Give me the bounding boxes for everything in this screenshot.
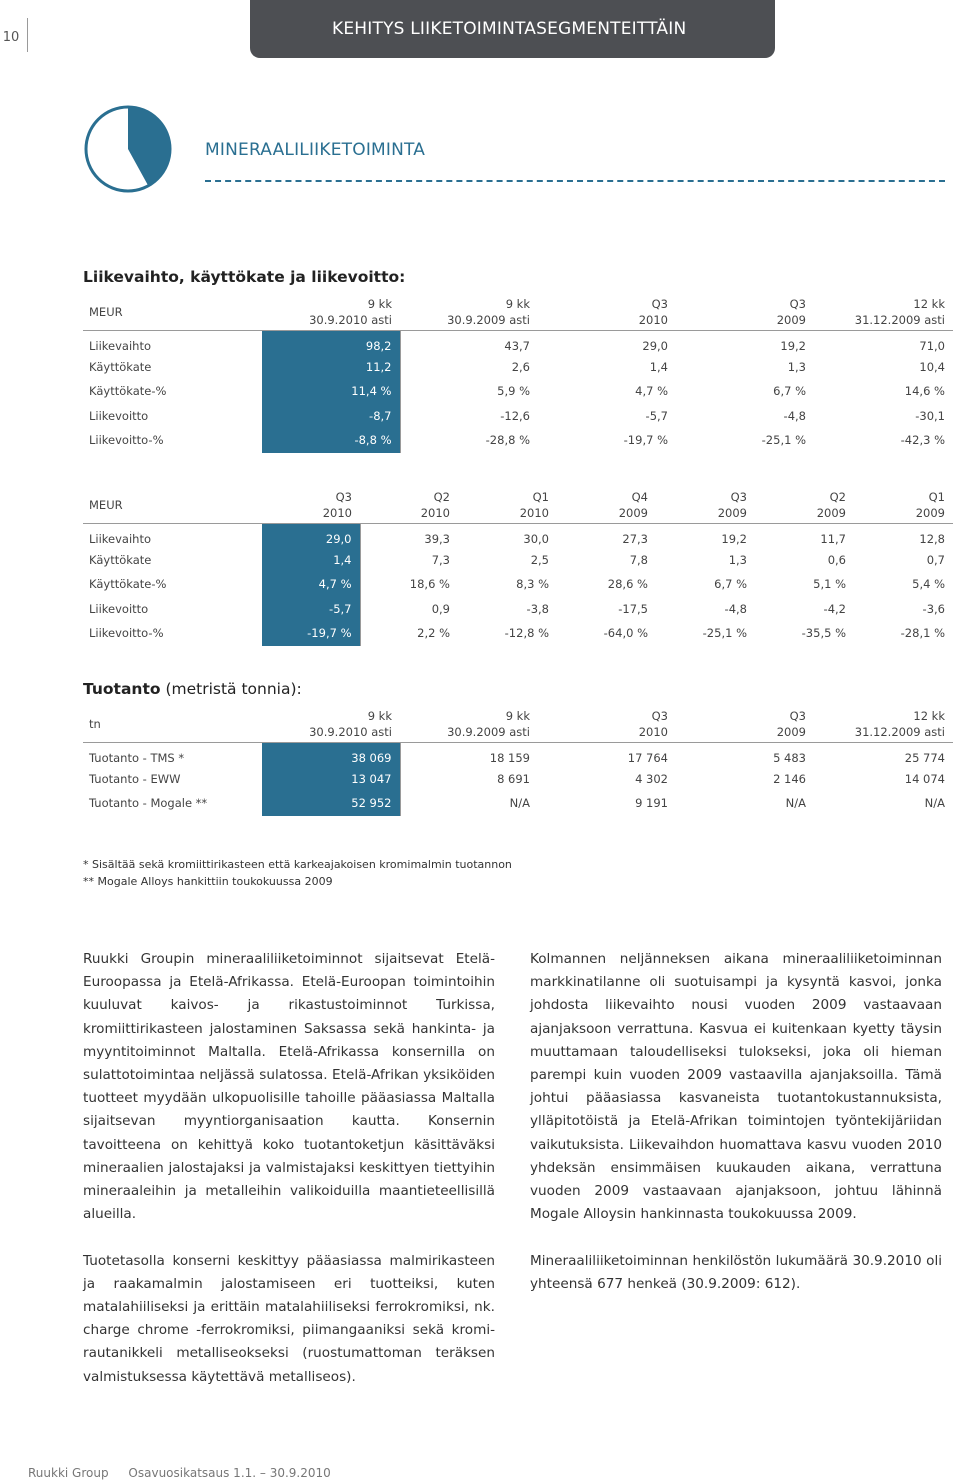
table-revenue-ytd	[83, 294, 953, 453]
table-cell: 10,4	[919, 359, 945, 374]
table-row	[83, 791, 953, 816]
table-cell: 11,4 %	[262, 379, 400, 404]
column-header-line2: 2010	[420, 505, 450, 520]
column-header-line2: 2009	[776, 724, 806, 739]
table-row	[83, 572, 953, 597]
footnotes	[83, 856, 512, 890]
row-label: Tuotanto - EWW	[89, 771, 181, 786]
column-header	[400, 706, 538, 742]
column-header	[262, 706, 400, 742]
table-cell: 1,4	[262, 548, 360, 573]
table1-heading: Liikevaihto, käyttökate ja liikevoitto:	[83, 268, 406, 286]
column-header-line2: 2010	[638, 312, 668, 327]
column-header-line2: 31.12.2009 asti	[854, 312, 945, 327]
column-header	[656, 487, 755, 523]
table-row	[83, 523, 953, 548]
column-header-line2: 30.9.2009 asti	[447, 724, 530, 739]
table-cell: -4,8	[783, 408, 806, 423]
column-header-line1: Q1	[532, 489, 549, 504]
table-cell: -3,8	[526, 601, 549, 616]
paragraph: Mineraaliliiketoiminnan henkilöstön lukumäärä 30.9.2010 oli yhteensä 677 henkeä (30.9.2009: 612).	[530, 1252, 942, 1292]
paragraph: Tuotetasolla konserni keskittyy pääasiassa malmirikasteen ja raakamalmin jalostamiseen eri tuotteiksi, kuten matalahiiliseksi ja erittäin matalahiiliseksi ferrokromiksi, nk. charge chrome -ferrokromiksi, piimangaaniksi sekä kromi-rautanikkeli metalliseokseksi (ruostumattoman teräksen valmistuksessa käytettävä metalliseos).	[83, 1252, 495, 1385]
table-cell: -25,1 %	[702, 626, 747, 641]
table-production	[83, 706, 953, 816]
column-header-line2: 2010	[638, 724, 668, 739]
column-header-line1: 9 kk	[367, 296, 392, 311]
column-header-line1: Q2	[829, 489, 846, 504]
column-header-line1: Q3	[730, 489, 747, 504]
column-header-line1: 9 kk	[505, 708, 530, 723]
row-label: Liikevoitto-%	[89, 433, 164, 448]
row-label: Liikevaihto	[89, 531, 152, 546]
table-row	[83, 621, 953, 646]
table-cell: 6,7 %	[773, 384, 806, 399]
table-cell: 2,2 %	[360, 621, 458, 646]
table-cell: -25,1 %	[761, 433, 806, 448]
table-cell: -42,3 %	[900, 433, 945, 448]
table-cell: 11,7	[820, 531, 846, 546]
table-cell: 2,5	[530, 552, 549, 567]
column-header	[814, 706, 953, 742]
table-cell: 14,6 %	[904, 384, 945, 399]
table-cell: -3,6	[922, 601, 945, 616]
column-header-line1: Q3	[651, 708, 668, 723]
column-header	[360, 487, 458, 523]
column-header	[755, 487, 854, 523]
row-label: Tuotanto - Mogale **	[89, 796, 208, 811]
table-cell: -8,8 %	[262, 428, 400, 453]
column-header-line2: 2009	[776, 312, 806, 327]
column-header	[814, 294, 953, 330]
table-row	[83, 428, 953, 453]
row-label: Tuotanto - TMS *	[89, 750, 185, 765]
table-cell: N/A	[924, 796, 945, 811]
table-row	[83, 330, 953, 355]
column-header-line2: 2009	[618, 505, 648, 520]
row-label: Käyttökate-%	[89, 577, 167, 592]
section-title-rule	[205, 180, 945, 182]
row-label: Liikevaihto	[89, 338, 152, 353]
table-cell: 18,6 %	[360, 572, 458, 597]
column-header-line1: 12 kk	[913, 708, 945, 723]
table-cell: -8,7	[262, 404, 400, 429]
column-header-line1: Q3	[789, 708, 806, 723]
table-cell: 0,6	[827, 552, 846, 567]
column-header-line1: 9 kk	[367, 708, 392, 723]
row-label: Liikevoitto	[89, 408, 149, 423]
row-label: Käyttökate	[89, 552, 152, 567]
table-cell: 12,8	[919, 531, 945, 546]
table-cell: 43,7	[400, 330, 538, 355]
segment-pie-chart	[83, 104, 173, 194]
row-label: Liikevoitto-%	[89, 626, 164, 641]
body-text-left	[83, 948, 495, 1412]
column-header	[400, 294, 538, 330]
table-cell: -12,8 %	[504, 626, 549, 641]
column-header	[262, 294, 400, 330]
column-header-line2: 2010	[322, 505, 352, 520]
page-number: 10	[2, 30, 20, 45]
table-cell: 7,3	[360, 548, 458, 573]
table-cell: 38 069	[262, 742, 400, 767]
table-cell: -12,6	[400, 404, 538, 429]
unit-label: MEUR	[89, 497, 123, 512]
table-cell: 29,0	[642, 338, 668, 353]
table-cell: 71,0	[919, 338, 945, 353]
table-cell: 8 691	[400, 767, 538, 792]
column-header-line2: 2010	[519, 505, 549, 520]
column-header	[538, 294, 676, 330]
table-row	[83, 548, 953, 573]
table-cell: 2 146	[773, 771, 806, 786]
table-cell: 39,3	[360, 523, 458, 548]
table-cell: 4,7 %	[262, 572, 360, 597]
table-cell: 0,7	[926, 552, 945, 567]
table-cell: 14 074	[904, 771, 945, 786]
table-row	[83, 404, 953, 429]
table-cell: -5,7	[262, 597, 360, 622]
table-row	[83, 379, 953, 404]
table-cell: 28,6 %	[607, 577, 648, 592]
column-header-line1: 9 kk	[505, 296, 530, 311]
column-header	[557, 487, 656, 523]
table-cell: 29,0	[262, 523, 360, 548]
table-cell: 1,3	[787, 359, 806, 374]
table-cell: -17,5	[618, 601, 648, 616]
table-cell: 17 764	[627, 750, 668, 765]
column-header-line2: 2009	[915, 505, 945, 520]
footer-report: Osavuosikatsaus 1.1. – 30.9.2010	[128, 1466, 331, 1480]
table-cell: -30,1	[915, 408, 945, 423]
column-header-line1: Q3	[789, 296, 806, 311]
column-header-line2: 2009	[816, 505, 846, 520]
column-header-line1: Q3	[651, 296, 668, 311]
page-footer	[28, 1466, 347, 1480]
footnote: * Sisältää sekä kromiittirikasteen että karkeajakoisen kromimalmin tuotannon	[83, 858, 512, 871]
table-header-row	[83, 706, 953, 742]
table-cell: 19,2	[780, 338, 806, 353]
unit-label: MEUR	[89, 304, 123, 319]
table-cell: 0,9	[360, 597, 458, 622]
table-cell: 5,9 %	[400, 379, 538, 404]
table-header-row	[83, 487, 953, 523]
table-cell: 52 952	[262, 791, 400, 816]
table-row	[83, 742, 953, 767]
column-header	[458, 487, 557, 523]
table-cell: 18 159	[400, 742, 538, 767]
table-row	[83, 355, 953, 380]
table-cell: -4,8	[724, 601, 747, 616]
table-cell: 19,2	[721, 531, 747, 546]
row-label: Käyttökate	[89, 359, 152, 374]
table-cell: -28,1 %	[900, 626, 945, 641]
column-header-line1: Q1	[928, 489, 945, 504]
table-header-row	[83, 294, 953, 330]
table-cell: 13 047	[262, 767, 400, 792]
footnote: ** Mogale Alloys hankittiin toukokuussa 2009	[83, 875, 333, 888]
table-cell: -28,8 %	[400, 428, 538, 453]
table-cell: 8,3 %	[516, 577, 549, 592]
table-cell: 5,4 %	[912, 577, 945, 592]
column-header-line2: 30.9.2009 asti	[447, 312, 530, 327]
section-title: MINERAALILIIKETOIMINTA	[205, 140, 426, 160]
page-number-divider	[27, 18, 28, 52]
row-label: Liikevoitto	[89, 601, 149, 616]
header-banner: KEHITYS LIIKETOIMINTASEGMENTEITTÄIN	[250, 0, 775, 58]
table-cell: 4 302	[635, 771, 668, 786]
table-cell: 1,4	[649, 359, 668, 374]
column-header	[538, 706, 676, 742]
table-cell: 7,8	[629, 552, 648, 567]
column-header-line1: Q2	[433, 489, 450, 504]
column-header	[854, 487, 953, 523]
table-cell: 98,2	[262, 330, 400, 355]
column-header	[676, 294, 814, 330]
column-header-line1: Q4	[631, 489, 648, 504]
column-header-line2: 30.9.2010 asti	[309, 312, 392, 327]
table-cell: -35,5 %	[801, 626, 846, 641]
paragraph: Ruukki Groupin mineraaliliiketoiminnot sijaitsevat Etelä-Euroopassa ja Etelä-Afrikassa. Etelä-Euroopan toimintoihin kuuluvat kaivos- ja rikastustoiminnot Turkissa, kromiittirikasteen jalostaminen Saksassa sekä hankinta- ja myyntitoiminnot Maltalla. Etelä-Afrikassa konsernilla on sulattotoimintaa neljässä sulatossa. Etelä-Afrikan yksiköiden tuotteet myydään ulkopuolisille tahoille pääasiassa Maltalla sijaitsevan myyntiorganisaation kautta. Konsernin tavoitteena on kehittyä koko tuotantoketjun käsittäväksi mineraalien jalostajaksi ja valmistajaksi keskittyen tiettyihin mineraaleihin ja metalleihin valikoiduilla maantieteellisillä alueilla.	[83, 951, 495, 1223]
body-text-right	[530, 948, 942, 1319]
table-cell: 2,6	[400, 355, 538, 380]
row-label: Käyttökate-%	[89, 384, 167, 399]
column-header	[676, 706, 814, 742]
paragraph: Kolmannen neljänneksen aikana mineraaliliiketoiminnan markkinatilanne oli suotuisampi ja kysyntä kasvoi, jonka johdosta liikevaihto nousi vuoden 2009 vastaavaan ajanjaksoon verrattuna. Kasvua ei kuitenkaan kyetty täysin muuttamaan taloudelliseksi tulokseksi, joka oli hieman parempi kuin vuoden 2009 vastaavilla ajanjaksoilla. Tämä johtui pääasiassa kasvaneista tuotantokustannuksista, ylläpitotöistä ja Etelä-Afrikan toimintojen työntekijäriidan vaikutuksista. Liikevaihdon huomattava kasvu vuoden 2010 yhdeksän ensimmäisen kuukauden aikana, verrattuna vuoden 2009 vastaavaan ajanjaksoon, johtuu lähinnä Mogale Alloysin hankinnasta toukokuussa 2009.	[530, 951, 942, 1223]
table-cell: N/A	[400, 791, 538, 816]
table-cell: 5 483	[773, 750, 806, 765]
table-cell: -5,7	[645, 408, 668, 423]
table-cell: -64,0 %	[603, 626, 648, 641]
column-header-line2: 2009	[717, 505, 747, 520]
table-cell: -19,7 %	[262, 621, 360, 646]
table-row	[83, 767, 953, 792]
table-cell: N/A	[785, 796, 806, 811]
unit-label: tn	[89, 716, 101, 731]
table-cell: 6,7 %	[714, 577, 747, 592]
table-cell: 1,3	[728, 552, 747, 567]
column-header-line2: 30.9.2010 asti	[309, 724, 392, 739]
table-cell: 25 774	[904, 750, 945, 765]
footer-company: Ruukki Group	[28, 1466, 109, 1480]
column-header-line1: 12 kk	[913, 296, 945, 311]
table-cell: -4,2	[823, 601, 846, 616]
table-row	[83, 597, 953, 622]
table-cell: 27,3	[622, 531, 648, 546]
column-header-line2: 31.12.2009 asti	[854, 724, 945, 739]
table-cell: 30,0	[523, 531, 549, 546]
column-header	[262, 487, 360, 523]
table-cell: 5,1 %	[813, 577, 846, 592]
column-header-line1: Q3	[335, 489, 352, 504]
table-cell: 9 191	[635, 796, 668, 811]
table3-heading: Tuotanto (metristä tonnia):	[83, 680, 302, 698]
table-cell: 4,7 %	[635, 384, 668, 399]
table-cell: 11,2	[262, 355, 400, 380]
table-cell: -19,7 %	[623, 433, 668, 448]
table-revenue-quarterly	[83, 487, 953, 646]
